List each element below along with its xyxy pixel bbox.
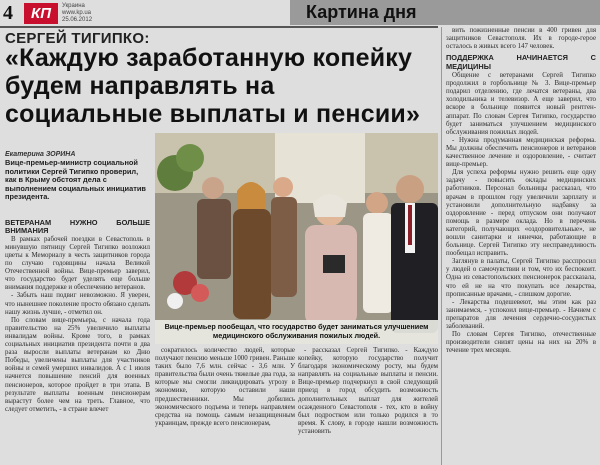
- article-column-1: [5, 215, 150, 465]
- column-divider: [441, 27, 442, 465]
- body-paragraph: - Лекарства подешевеют, мы этим как раз занимаемся, - успокоил вице-премьер. - Начнем с препаратов для лечения сердечно-сосудистых заболеваний.: [446, 298, 596, 330]
- body-paragraph: Для успеха реформы нужно решить еще одну задачу - повысить оклады медицинских работников. Персонал больницы рассказал, что врачам в прошлом году увеличили зарплату и установили дополнительную надбавку за оздоровление - перед отпуском они получают помощь в размере оклада. Но в перечень категорий, получающих «оздоровительные», не вошли санитарки и нянечки, работающие в больнице. Сергей Тигипко эту несправедливость пообещал исправить.: [446, 169, 596, 258]
- body-paragraph: - рассказал Сергей Тигипко. - Каждую копейку, которую государство получит благодаря экономическому росту, мы будем направлять на социальные выплаты и пенсии. Вице-премьер подчеркнул в свой следующий приезд в город обсудить возможность дополнительных выплат для жителей осажденного Севастополя - тех, кто в войну был подростком или только родился в то время. К слову, в городе нашли возможность установить: [298, 347, 438, 435]
- body-paragraph: По словам вице-премьера, с начала года правительство на 25% увеличило выплаты инвалидам войны. Кроме того, в рамках социальных инициатив президента почти в два раза выросли выплаты ветеранам ко Дню Победы, увеличены выплаты для участников войны и семей умерших инвалидов. А с 1 июля начнется повышение пенсий для военных пенсионеров, которое пройдет в три этапа. В результате выплаты военным пенсионерам вырастут более чем на треть. Главное, что следует отметить, - в стране влечет: [5, 316, 150, 413]
- page-number: 4: [3, 2, 13, 24]
- lead-paragraph: Вице-премьер-министр социальной политики Сергей Тигипко проверил, как в Крыму обстоят дела с выполнением социальных инициатив президента.: [5, 158, 146, 202]
- body-paragraph: По словам Сергея Тигипко, отечественные производители снизят цены на них на 20% в течение трех месяцев.: [446, 331, 596, 355]
- masthead-date: 25.06.2012: [62, 17, 93, 23]
- rubric-title: Картина дня: [306, 2, 417, 22]
- body-paragraph: - Забыть наш подвиг невозможно. Я уверен, что нынешнее поколение просто обязано сделать нашу жизнь лучше, - отметил он.: [5, 292, 150, 316]
- article-column-3: [298, 347, 438, 465]
- body-paragraph: Заглянув в палаты, Сергей Тигипко расспросил у людей о самочувствии и том, что их беспокоит. Одна из севастопольских пенсионерок рассказала, что ей не на что покупать все лекарства, прописанные врачами, - слишком дорогие.: [446, 258, 596, 298]
- body-paragraph: Общение с ветеранами Сергей Тигипко продолжил в горбольнице № 3. Вице-премьер подарил отделению, где лечатся ветераны, два холодильника и телевизор. А еще заверил, что вскоре в больнице появится новый рентген-аппарат. По словам Сергея Тигипко, государство будет заниматься улучшением медицинского обслуживания пожилых людей.: [446, 72, 596, 136]
- article-column-4: [446, 27, 596, 465]
- body-paragraph: сократилось количество людей, которые получают пенсию меньше 1000 гривен. Раньше таких было 7,6 млн. сейчас - 3,6 млн. У правительства были очень тяжелые два года, за которые мы смогли ликвидировать угрозу в экономике, которую оставили наши предшественники. Мы добились экономического подъема и теперь направляем средства на помощь самым незащищенным украинцам, прежде всего пенсионерам,: [155, 347, 295, 427]
- masthead-info: [62, 3, 92, 24]
- photo-caption: Вице-премьер пообещал, что государство будет заниматься улучшением медицинского обслуживания пожилых людей.: [155, 320, 438, 344]
- byline: Екатерина ЗОРИНА: [5, 151, 76, 158]
- kp-logo: КП: [24, 3, 58, 24]
- body-paragraph: вить пожизненные пенсии в 400 гривен для защитников Севастополя. Их в городе-герое осталось в живых всего 147 человек.: [446, 27, 596, 51]
- article-photo: [155, 133, 438, 344]
- masthead-site: www.kp.ua: [62, 10, 92, 16]
- subhead-medicine: ПОДДЕРЖКА НАЧИНАЕТСЯ С МЕДИЦИНЫ: [446, 53, 596, 71]
- subhead-veterans: ВЕТЕРАНАМ НУЖНО БОЛЬШЕ ВНИМАНИЯ: [5, 218, 150, 236]
- headline-speaker: СЕРГЕЙ ТИГИПКО:: [5, 30, 150, 47]
- masthead-rule: [0, 26, 438, 28]
- body-paragraph: - Нужна продуманная медицинская реформа. Мы должны обеспечить пенсионеров и ветеранов качественное лечение и оздоровление, - считает вице-премьер.: [446, 136, 596, 169]
- body-paragraph: В рамках рабочей поездки в Севастополь в минувшую пятницу Сергей Тигипко возложил цветы к Мемориалу в честь защитников города по случаю годовщины начала Великой Отечественной войны. Вице-премьер заверил, что государство будет уделять еще больше внимания поддержке и обеспечению ветеранов.: [5, 235, 150, 292]
- article-column-2: [155, 347, 295, 465]
- headline: «Каждую заработанную копейку будем направлять на социальные выплаты и пенсии»: [5, 44, 421, 128]
- masthead: [0, 0, 600, 28]
- photo-illustration: [155, 133, 438, 344]
- masthead-country: Украина: [62, 3, 85, 9]
